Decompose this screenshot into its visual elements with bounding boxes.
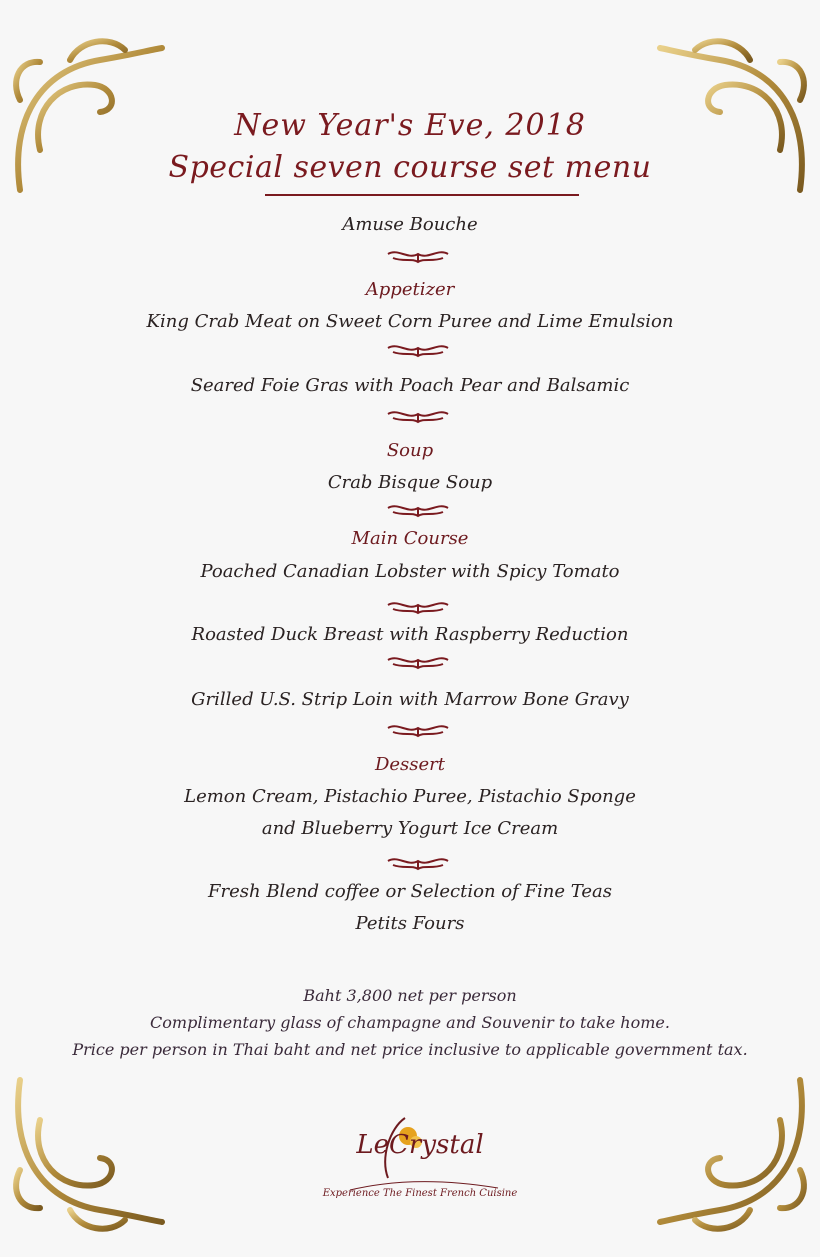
- soup-heading: Soup: [386, 440, 434, 461]
- ornament-divider-icon: [383, 652, 453, 672]
- main-course-heading: Main Course: [351, 528, 469, 549]
- menu-title: New Year's Eve, 2018: [234, 108, 586, 143]
- appetizer-item-1: King Crab Meat on Sweet Corn Puree and Lime Emulsion: [146, 311, 674, 332]
- soup-item-1: Crab Bisque Soup: [327, 472, 493, 493]
- coffee-tea: Fresh Blend coffee or Selection of Fine Teas: [208, 881, 612, 902]
- main-item-3: Grilled U.S. Strip Loin with Marrow Bone Gravy: [191, 689, 629, 710]
- dessert-heading: Dessert: [374, 754, 446, 775]
- title-underline: [265, 194, 579, 196]
- appetizer-item-2: Seared Foie Gras with Poach Pear and Balsamic: [190, 375, 630, 396]
- dessert-item-line-1: Lemon Cream, Pistachio Puree, Pistachio Sponge: [184, 786, 636, 807]
- ornament-divider-icon: [383, 340, 453, 360]
- menu-subtitle: Special seven course set menu: [168, 150, 652, 185]
- corner-bottom-left: [16, 1080, 162, 1229]
- brand-tagline: Experience The Finest French Cuisine: [322, 1188, 518, 1199]
- main-item-2: Roasted Duck Breast with Raspberry Reduction: [191, 624, 629, 645]
- ornament-divider-icon: [383, 500, 453, 520]
- dessert-item-line-2: and Blueberry Yogurt Ice Cream: [261, 818, 559, 839]
- ornament-divider-icon: [383, 720, 453, 740]
- corner-bottom-right: [660, 1080, 804, 1229]
- amuse-bouche: Amuse Bouche: [342, 214, 478, 235]
- complimentary-note: Complimentary glass of champagne and Souvenir to take home.: [150, 1013, 670, 1032]
- tax-note: Price per person in Thai baht and net price inclusive to applicable government tax.: [72, 1040, 748, 1059]
- petits-fours: Petits Fours: [355, 913, 465, 934]
- brand-name: LeCrystal: [356, 1130, 484, 1160]
- ornament-divider-icon: [383, 406, 453, 426]
- price-line: Baht 3,800 net per person: [303, 986, 517, 1005]
- ornament-divider-icon: [383, 597, 453, 617]
- ornament-divider-icon: [383, 246, 453, 266]
- main-item-1: Poached Canadian Lobster with Spicy Tomato: [200, 561, 620, 582]
- appetizer-heading: Appetizer: [365, 279, 455, 300]
- ornament-divider-icon: [383, 853, 453, 873]
